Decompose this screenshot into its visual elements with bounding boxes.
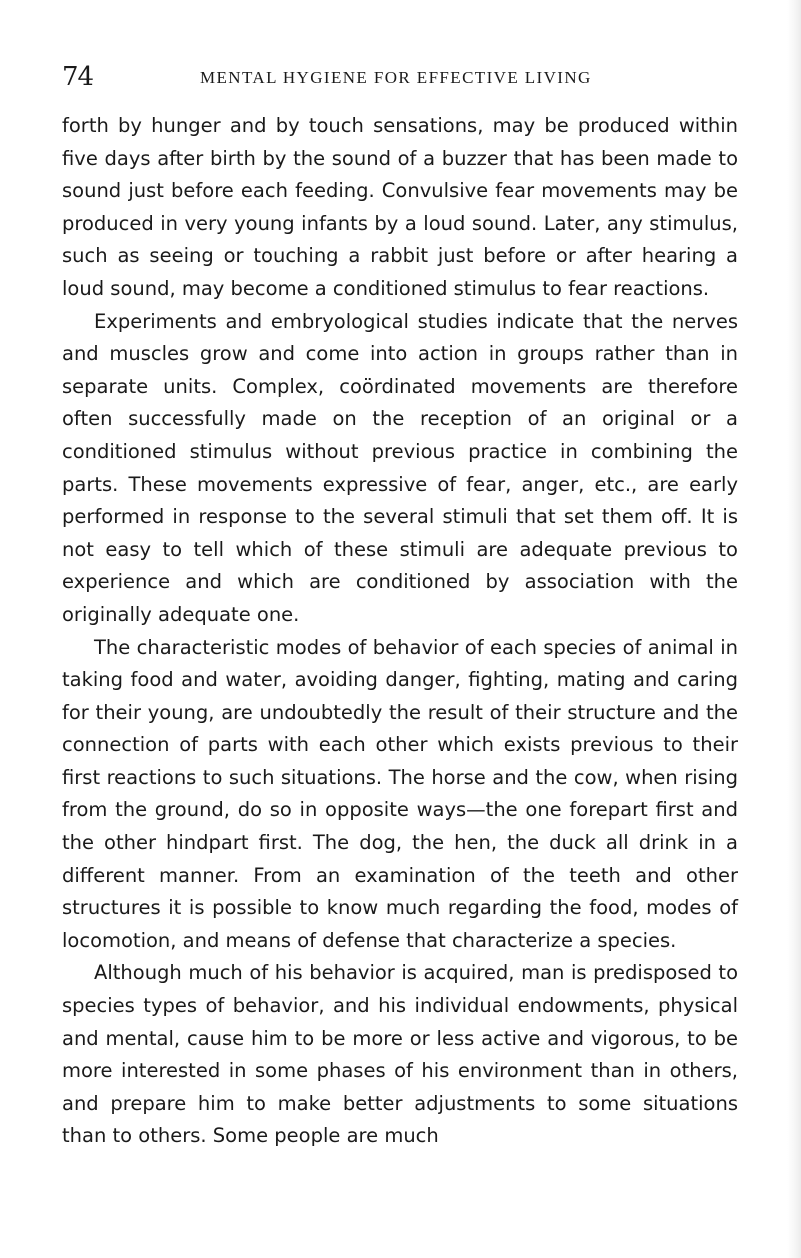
paragraph-continued: forth by hunger and by touch sensations, may be produced within five days after birth by the sound of a buzzer that has been made to sound just before each feeding. Convulsive fear movements may be produced in very young infants by a loud sound. Later, any stimulus, such as seeing or touching a rabbit just before or after hearing a loud sound, may become a conditioned stimulus to fear reactions.: [62, 114, 738, 300]
paragraph: Experiments and embryological studies indicate that the nerves and muscles grow and come into action in groups rather than in separate units. Complex, coördinated movements are therefore often successfully made on the reception of an original or a conditioned stimulus without previous practice in combining the parts. These movements expressive of fear, anger, etc., are early performed in response to the several stimuli that set them off. It is not easy to tell which of these stimuli are adequate previous to experience and which are conditioned by association with the originally adequate one.: [62, 309, 738, 626]
page-edge-shadow: [787, 0, 801, 1258]
running-head: MENTAL HYGIENE FOR EFFECTIVE LIVING: [200, 68, 592, 87]
body-text: [62, 110, 738, 1153]
paragraph: The characteristic modes of behavior of each species of animal in taking food and water, avoiding danger, fighting, mating and caring for their young, are undoubtedly the result of their structure and the connection of parts with each other which exists previous to their first reactions to such situations. The horse and the cow, when rising from the ground, do so in opposite ways—the one forepart first and the other hindpart first. The dog, the hen, the duck all drink in a different manner. From an examination of the teeth and other structures it is possible to know much regarding the food, modes of locomotion, and means of defense that characterize a species.: [62, 635, 738, 952]
page-header: [62, 62, 734, 98]
page-number: 74: [62, 62, 94, 92]
paragraph: Although much of his behavior is acquired, man is predisposed to species types of behavior, and his individual endowments, physical and mental, cause him to be more or less active and vigorous, to be more interested in some phases of his environment than in others, and prepare him to make better adjustments to some situations than to others. Some people are much: [62, 961, 738, 1148]
